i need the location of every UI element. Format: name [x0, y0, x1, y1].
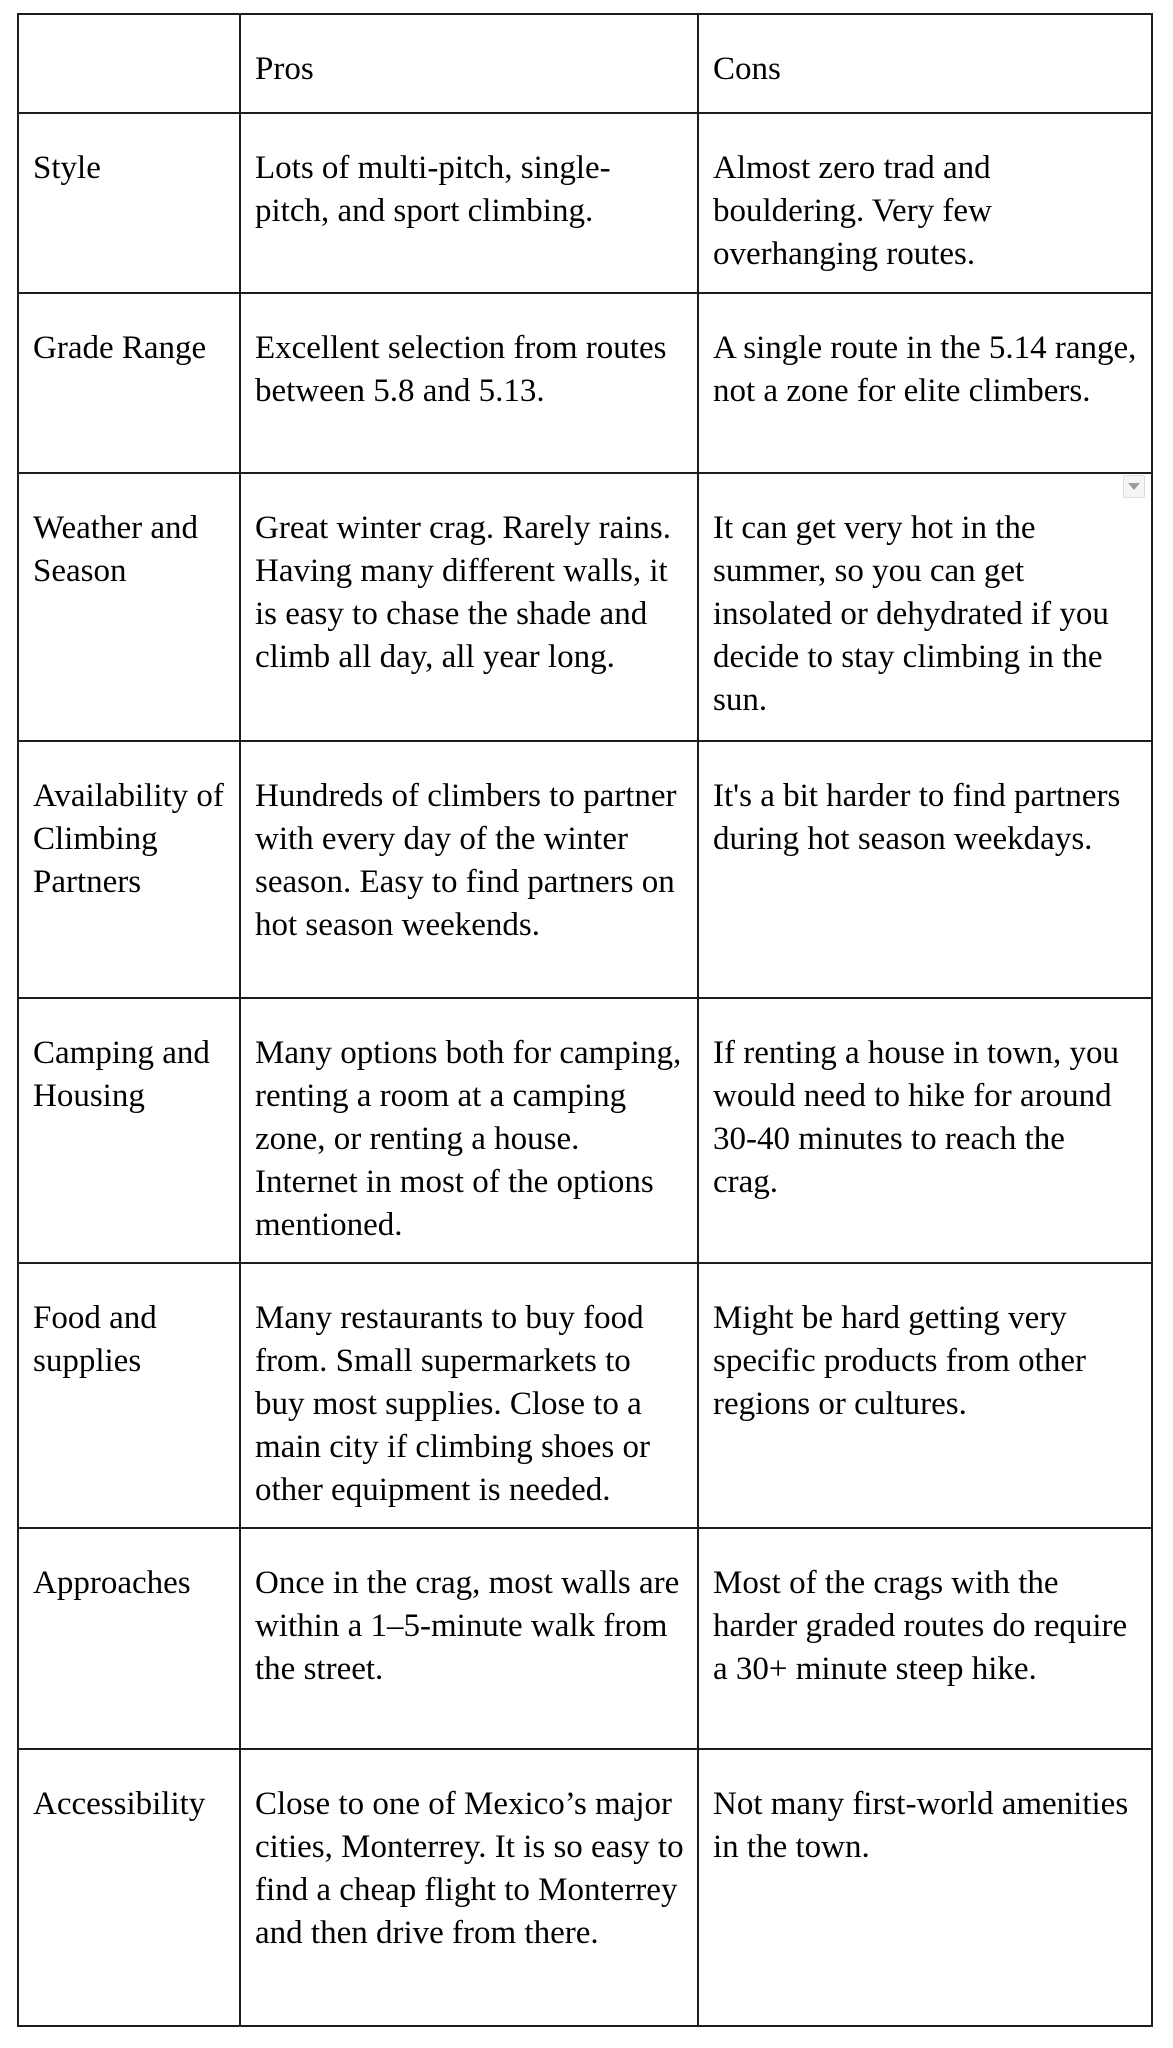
- pros-cell: Great winter crag. Rarely rains. Having many different walls, it is easy to chase the shade and climb all day, all year long.: [240, 473, 698, 741]
- pros-cons-table: [17, 13, 1153, 2027]
- header-empty-cell: [18, 14, 240, 113]
- table-dropdown-button[interactable]: [1123, 475, 1145, 498]
- table-header-row: [18, 14, 1152, 113]
- pros-cell: Close to one of Mexico’s major cities, Monterrey. It is so easy to find a cheap flight to Monterrey and then drive from there.: [240, 1749, 698, 2026]
- cons-cell: Not many first-world amenities in the town.: [698, 1749, 1152, 2026]
- row-label-cell: Accessibility: [18, 1749, 240, 2026]
- pros-cell: Lots of multi-pitch, single-pitch, and sport climbing.: [240, 113, 698, 293]
- row-label-cell: Food and supplies: [18, 1263, 240, 1528]
- pros-cell: Many restaurants to buy food from. Small supermarkets to buy most supplies. Close to a main city if climbing shoes or other equipment is needed.: [240, 1263, 698, 1528]
- table-row: [18, 741, 1152, 998]
- row-label-cell: Camping and Housing: [18, 998, 240, 1263]
- cons-cell: A single route in the 5.14 range, not a zone for elite climbers.: [698, 293, 1152, 473]
- table-row: [18, 998, 1152, 1263]
- row-label-cell: Weather and Season: [18, 473, 240, 741]
- pros-cell: Hundreds of climbers to partner with every day of the winter season. Easy to find partners on hot season weekends.: [240, 741, 698, 998]
- header-cons-cell: Cons: [698, 14, 1152, 113]
- pros-cell: Excellent selection from routes between 5.8 and 5.13.: [240, 293, 698, 473]
- table-row: [18, 113, 1152, 293]
- cons-cell: It can get very hot in the summer, so you can get insolated or dehydrated if you decide to stay climbing in the sun.: [698, 473, 1152, 741]
- table-row: [18, 293, 1152, 473]
- table-row: [18, 1263, 1152, 1528]
- table-row: [18, 1749, 1152, 2026]
- row-label-cell: Grade Range: [18, 293, 240, 473]
- cons-cell: Most of the crags with the harder graded routes do require a 30+ minute steep hike.: [698, 1528, 1152, 1749]
- cons-cell: Almost zero trad and bouldering. Very few overhanging routes.: [698, 113, 1152, 293]
- pros-cell: Once in the crag, most walls are within a 1–5-minute walk from the street.: [240, 1528, 698, 1749]
- row-label-cell: Style: [18, 113, 240, 293]
- table-row: [18, 473, 1152, 741]
- row-label-cell: Availability of Climbing Partners: [18, 741, 240, 998]
- cons-cell: If renting a house in town, you would need to hike for around 30-40 minutes to reach the crag.: [698, 998, 1152, 1263]
- chevron-down-icon: [1128, 483, 1140, 490]
- table-row: [18, 1528, 1152, 1749]
- row-label-cell: Approaches: [18, 1528, 240, 1749]
- cons-cell: It's a bit harder to find partners during hot season weekdays.: [698, 741, 1152, 998]
- header-pros-cell: Pros: [240, 14, 698, 113]
- cons-cell: Might be hard getting very specific products from other regions or cultures.: [698, 1263, 1152, 1528]
- pros-cell: Many options both for camping, renting a room at a camping zone, or renting a house. Internet in most of the options mentioned.: [240, 998, 698, 1263]
